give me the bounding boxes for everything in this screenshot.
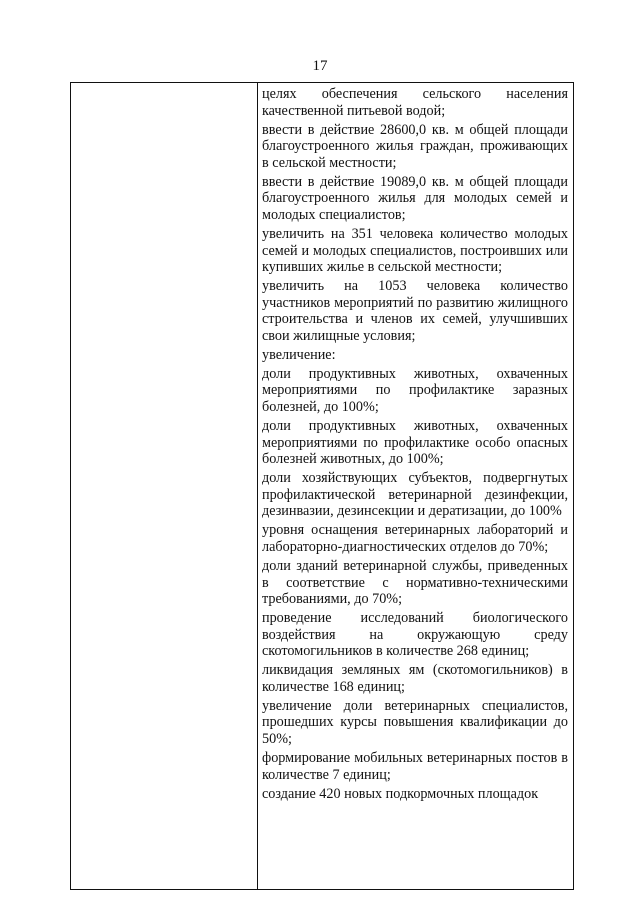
text-item: доли хозяйствующих субъектов, подвергнутых профилактической ветеринарной дезинфекции, дезинвазии, дезинсекции и дератизации, до 100%: [262, 470, 568, 520]
text-item: ликвидация земляных ям (скотомогильников) в количестве 168 единиц;: [262, 662, 568, 695]
text-item: формирование мобильных ветеринарных постов в количестве 7 единиц;: [262, 750, 568, 783]
text-item: проведение исследований биологического воздействия на окружающую среду скотомогильников в количестве 268 единиц;: [262, 610, 568, 660]
text-item: доли продуктивных животных, охваченных мероприятиями по профилактике особо опасных болезней животных, до 100%;: [262, 418, 568, 468]
text-item: ввести в действие 28600,0 кв. м общей площади благоустроенного жилья граждан, проживающих в сельской местности;: [262, 121, 568, 171]
table-left-cell: [71, 83, 257, 889]
table-right-cell: [262, 86, 568, 805]
text-item: доли зданий ветеринарной службы, приведенных в соответствие с нормативно-техническими требованиями, до 70%;: [262, 557, 568, 608]
text-item: увеличение доли ветеринарных специалистов, прошедших курсы повышения квалификации до 50%;: [262, 697, 568, 748]
page-number: 17: [312, 58, 328, 74]
text-item: увеличение:: [262, 346, 336, 363]
column-divider: [257, 83, 258, 889]
text-item: увеличить на 1053 человека количество участников мероприятий по развитию жилищного строительства и членов их семей, улучшивших свои жилищные условия;: [262, 278, 568, 344]
text-item: ввести в действие 19089,0 кв. м общей площади благоустроенного жилья для молодых семей и молодых специалистов;: [262, 173, 568, 223]
text-item: создание 420 новых подкормочных площадок: [262, 785, 539, 802]
text-item: целях обеспечения сельского населения качественной питьевой водой;: [262, 86, 568, 119]
text-item: уровня оснащения ветеринарных лабораторий и лабораторно-диагностических отделов до 70%;: [262, 522, 568, 555]
text-item: увеличить на 351 человека количество молодых семей и молодых специалистов, построивших или купивших жилье в сельской местности;: [262, 225, 568, 276]
text-item: доли продуктивных животных, охваченных мероприятиями по профилактике заразных болезней, до 100%;: [262, 365, 568, 416]
document-table: [70, 82, 574, 890]
